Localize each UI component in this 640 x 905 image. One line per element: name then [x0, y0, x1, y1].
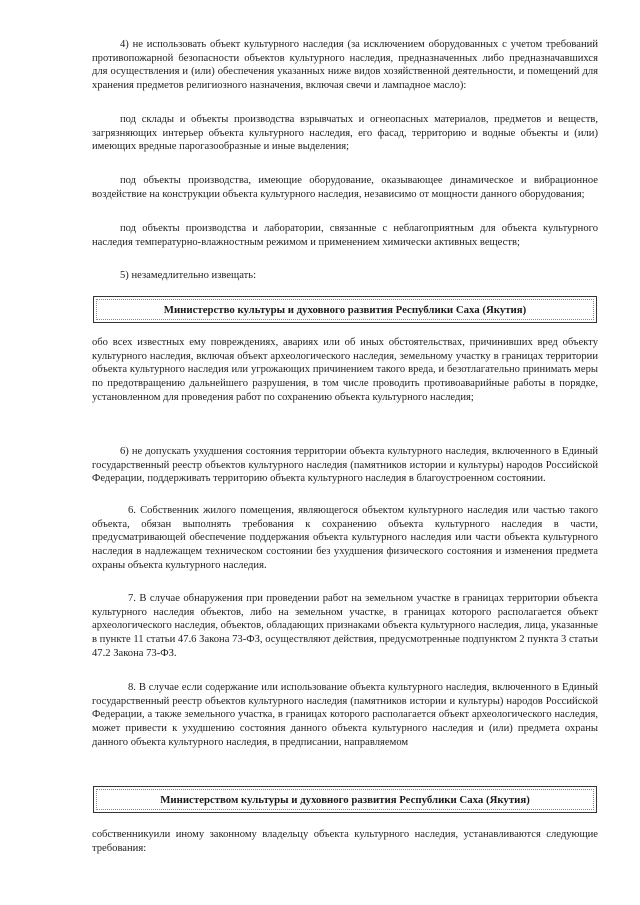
paragraph-item-5: 5) незамедлительно извещать: — [120, 270, 257, 281]
paragraph-sub-laboratories: под объекты производства и лаборатории, связанные с неблагоприятным для объекта культурного наследия температурно-влажностным режимом и применением химически активных веществ; — [92, 223, 598, 248]
paragraph-final: собственникуили иному законному владельцу объекта культурного наследия, устанавливаются следующие требования: — [92, 829, 598, 854]
paragraph-point-8: 8. В случае если содержание или использование объекта культурного наследия, включенного в Единый государственный реестр объектов культурного наследия (памятников истории и культуры) народов Российской Федерации, а также земельного участка, в границах которого располагается объект археологического наследия, может привести к ухудшению состояния данного объекта культурного наследия и (или) предмета охраны данного объекта культурного наследия, в предписании, направляемом — [92, 682, 598, 748]
ministry-box-2-text: Министерством культуры и духовного развития Республики Саха (Якутия) — [160, 793, 530, 806]
paragraph-item-4: 4) не использовать объект культурного наследия (за исключением оборудованных с учетом требований противопожарной безопасности объектов культурного наследия, предназначенных либо предназначавшихся для осуществления и (или) обеспечения указанных ниже видов хозяйственной деятельности, и помещений для хранения предметов религиозного назначения, включая свечи и лампадное масло): — [92, 39, 598, 92]
paragraph-sub-production: под объекты производства, имеющие оборудование, оказывающее динамическое и вибрационное воздействие на конструкции объекта культурного наследия, независимо от мощности данного оборудования; — [92, 175, 598, 200]
paragraph-item-6-sub: 6) не допускать ухудшения состояния территории объекта культурного наследия, включенного в Единый государственный реестр объектов культурного наследия (памятников истории и культуры) народов Российской Федерации, поддерживать территорию объекта культурного наследия в благоустроенном состоянии. — [92, 446, 598, 485]
paragraph-item-5-continuation: обо всех известных ему повреждениях, авариях или об иных обстоятельствах, причинивших вред объекту культурного наследия, включая объект археологического наследия, земельному участку в границах территории объекта культурного наследия или угрожающих причинением такого вреда, и безотлагательно принимать меры по предотвращению дальнейшего разрушения, в том числе проводить противоаварийные работы в порядке, установленном для проведения работ по сохранению объекта культурного наследия; — [92, 337, 598, 403]
ministry-box-2 — [93, 786, 597, 813]
paragraph-point-7: 7. В случае обнаружения при проведении работ на земельном участке в границах территории объекта культурного наследия объектов, либо на земельном участке, в границах которого располагается объект археологического наследия, объектов, обладающих признаками объекта культурного наследия, лица, указанные в пункте 11 статьи 47.6 Закона 73-ФЗ, осуществляют действия, предусмотренные подпунктом 2 пункта 3 статьи 47.2 Закона 73-ФЗ. — [92, 593, 598, 659]
paragraph-sub-warehouses: под склады и объекты производства взрывчатых и огнеопасных материалов, предметов и веществ, загрязняющих интерьер объекта культурного наследия, его фасад, территорию и водные объекты и (или) имеющих вредные парогазообразные и иные выделения; — [92, 114, 598, 153]
paragraph-point-6: 6. Собственник жилого помещения, являющегося объектом культурного наследия или частью такого объекта, обязан выполнять требования к сохранению объекта культурного наследия в части, предусматривающей обеспечение поддержания объекта культурного наследия или части объекта культурного наследия в надлежащем техническом состоянии без ухудшения физического состояния и изменения предмета охраны объекта культурного наследия. — [92, 505, 598, 571]
ministry-box-1-text: Министерство культуры и духовного развития Республики Саха (Якутия) — [163, 303, 527, 316]
ministry-box-1 — [93, 296, 597, 323]
